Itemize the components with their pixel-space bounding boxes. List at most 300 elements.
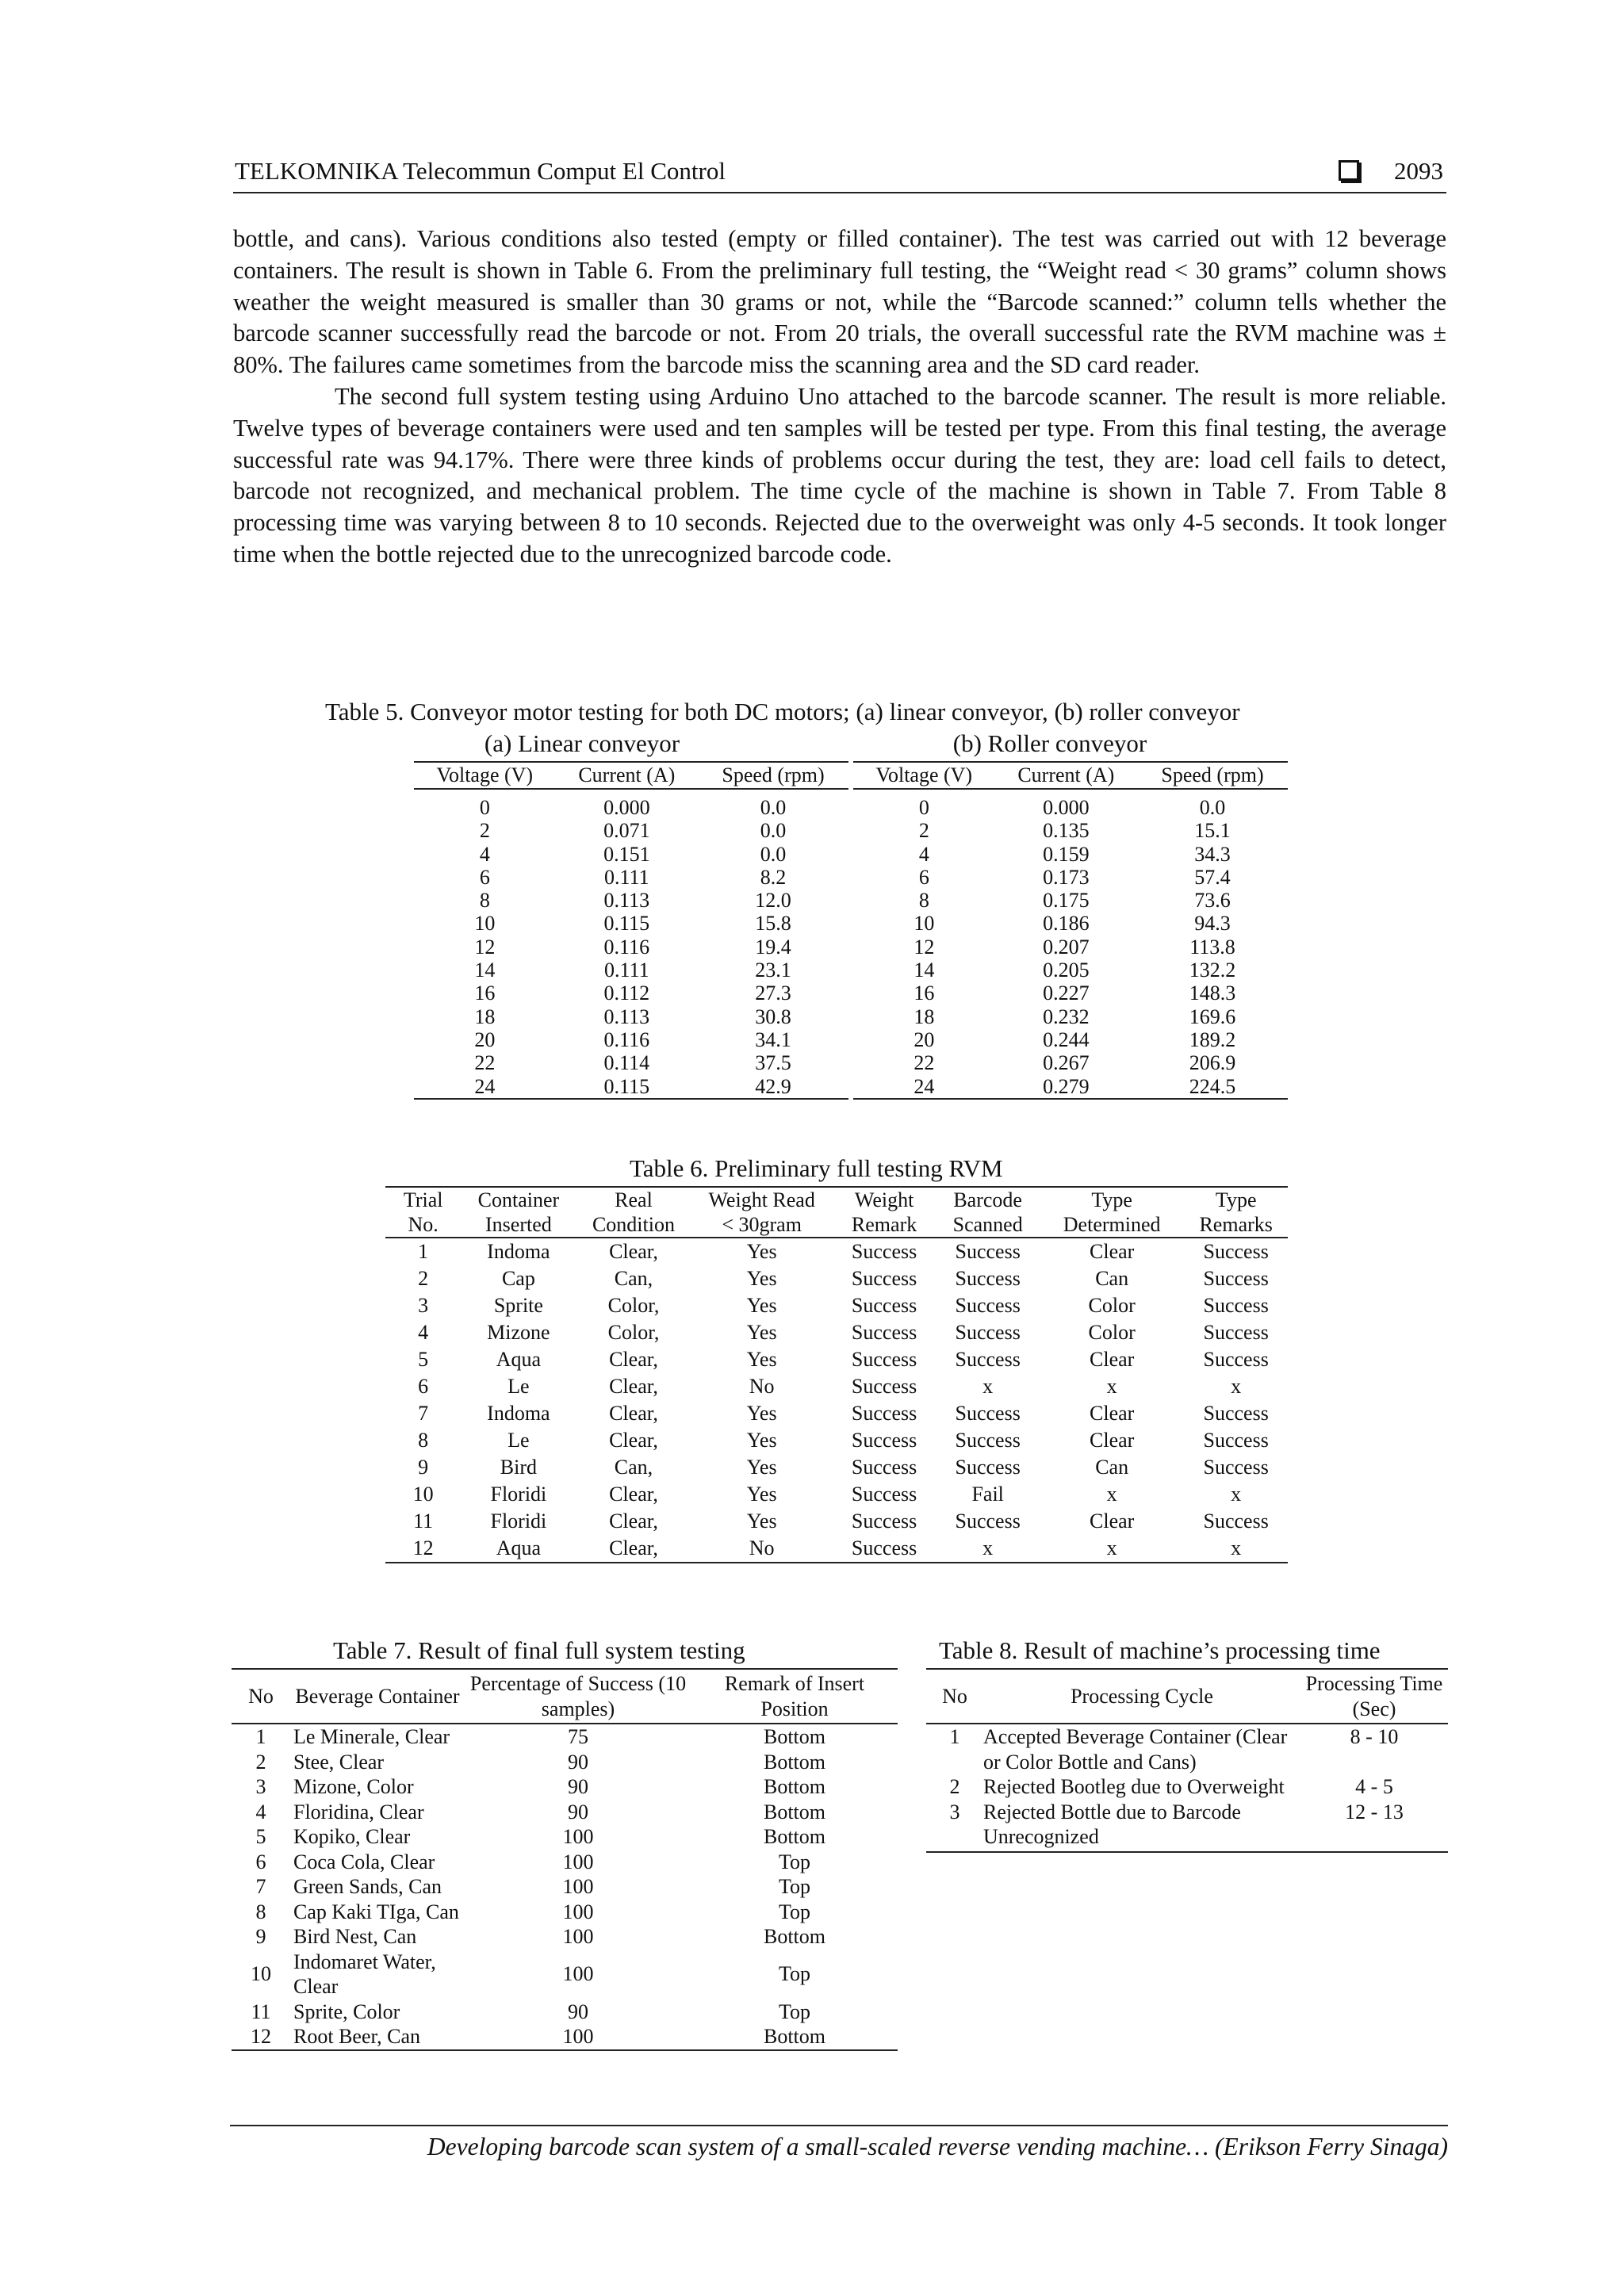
table-cell: 22 xyxy=(914,1051,935,1075)
column-header: < 30gram xyxy=(691,1212,833,1238)
table-row xyxy=(414,789,848,819)
body-text xyxy=(233,224,1446,571)
table-cell: 224.5 xyxy=(1137,1075,1288,1099)
table-cell: Floridina, Clear xyxy=(293,1800,424,1823)
table-cell: 0.111 xyxy=(604,865,649,889)
table-cell: 6 xyxy=(255,1850,266,1873)
column-header: No xyxy=(232,1669,290,1724)
table-cell: Color, xyxy=(607,1294,660,1317)
table-cell: 0.071 xyxy=(603,819,650,843)
table-cell: 9 xyxy=(418,1456,429,1479)
table-cell: Bottom xyxy=(763,1725,825,1748)
table-cell: Success xyxy=(955,1321,1021,1344)
table-cell: Success xyxy=(955,1402,1021,1425)
table-row xyxy=(853,936,1288,959)
table-cell: 42.9 xyxy=(698,1075,848,1099)
column-header: Current (A) xyxy=(995,762,1137,789)
table-cell: 4 - 5 xyxy=(1355,1775,1393,1798)
table-cell: x xyxy=(1106,1483,1117,1506)
table-cell: Mizone, Color xyxy=(293,1775,414,1798)
table-cell: 20 xyxy=(914,1027,935,1051)
table-cell: 14 xyxy=(914,959,935,982)
column-header: Inserted xyxy=(461,1212,576,1238)
table-cell: 0 xyxy=(918,796,929,819)
table-cell: Stee, Clear xyxy=(293,1750,385,1774)
running-header xyxy=(233,155,1446,193)
table-cell: 0.113 xyxy=(603,1004,650,1028)
table-cell: Bottom xyxy=(763,1800,825,1823)
table-row xyxy=(232,1999,898,2025)
column-header: Barcode xyxy=(936,1187,1040,1212)
table-cell: Clear, xyxy=(609,1402,658,1425)
table-cell: 0.000 xyxy=(603,796,650,819)
table-cell: 1 xyxy=(418,1240,429,1263)
table-row xyxy=(385,1373,1288,1400)
table-row xyxy=(385,1292,1288,1319)
table-cell: Clear xyxy=(1090,1402,1135,1425)
table-cell: 0.186 xyxy=(1043,912,1090,936)
table-cell: Clear xyxy=(1090,1429,1135,1452)
table-cell: 0.227 xyxy=(1043,982,1090,1005)
table-cell: Clear xyxy=(1090,1510,1135,1533)
table6 xyxy=(385,1186,1288,1563)
table-row xyxy=(414,1028,848,1051)
table-cell: Yes xyxy=(746,1240,777,1263)
table-row xyxy=(414,889,848,912)
table-cell: 0.205 xyxy=(1043,959,1090,982)
table5-linear xyxy=(414,761,848,1100)
table-cell: 0.0 xyxy=(760,796,787,819)
table-cell: 27.3 xyxy=(755,982,791,1005)
table-cell: x xyxy=(1106,1375,1117,1398)
table-cell: 3 xyxy=(926,1800,983,1852)
table-cell: 10 xyxy=(914,912,935,936)
table-cell: Success xyxy=(851,1429,917,1452)
table-row xyxy=(853,819,1288,842)
table-cell: 24 xyxy=(853,1075,995,1099)
table-cell: Yes xyxy=(746,1348,777,1371)
table-cell: Success xyxy=(851,1321,917,1344)
table-cell: 0.116 xyxy=(603,935,650,959)
table-cell: 19.4 xyxy=(755,935,791,959)
paragraph: The second full system testing using Arduino Uno attached to the barcode scanner. The result is more reliable. Twelve types of beverage containers were used and ten samples will be tested per type. From this final testing, the average successful rate was 94.17%. There were three kinds of problems occur during the test, they are: load cell fails to detect, barcode not recognized, and mechanical problem. The time cycle of the machine is shown in Table 7. From Table 8 processing time was varying between 8 to 10 seconds. Rejected due to the overweight was only 4-5 seconds. It took longer time when the bottle rejected due to the unrecognized barcode code. xyxy=(233,382,1446,568)
page-number: 2093 xyxy=(1394,157,1443,185)
table-cell: 24 xyxy=(414,1075,556,1099)
table-cell: x xyxy=(1040,1535,1184,1563)
column-header: Real xyxy=(576,1187,691,1212)
table-cell: Top xyxy=(778,1900,811,1923)
table-cell: Floridi xyxy=(490,1483,547,1506)
table-cell: Yes xyxy=(746,1429,777,1452)
table-cell: Yes xyxy=(746,1483,777,1506)
table-cell: 34.1 xyxy=(755,1027,791,1051)
table-row xyxy=(414,936,848,959)
table-row xyxy=(414,912,848,935)
table-row xyxy=(385,1265,1288,1292)
table-row xyxy=(414,1075,848,1099)
table-row xyxy=(232,1774,898,1800)
table-cell: 15.8 xyxy=(755,912,791,936)
table-cell: 189.2 xyxy=(1189,1027,1236,1051)
table-cell: x xyxy=(1184,1535,1288,1563)
table-cell: 11 xyxy=(413,1510,434,1533)
table-cell: 5 xyxy=(418,1348,429,1371)
table-row xyxy=(853,789,1288,819)
table-header-row xyxy=(232,1669,898,1724)
column-header: Trial xyxy=(385,1187,461,1212)
table-cell: Can xyxy=(1095,1456,1129,1479)
column-header: Speed (rpm) xyxy=(698,762,848,789)
table-cell: 7 xyxy=(418,1402,429,1425)
table-cell: Bird Nest, Can xyxy=(293,1925,417,1948)
square-bullet-icon xyxy=(1339,160,1359,181)
table-cell: Kopiko, Clear xyxy=(293,1825,411,1848)
table-cell: x xyxy=(936,1535,1040,1563)
column-header: Condition xyxy=(576,1212,691,1238)
table-cell: Success xyxy=(851,1294,917,1317)
table-header-row xyxy=(385,1187,1288,1212)
table-row xyxy=(232,1900,898,1925)
table-cell: Success xyxy=(1203,1321,1269,1344)
footer-rule xyxy=(230,2125,1448,2126)
table-cell: Success xyxy=(955,1267,1021,1290)
table-cell: Clear, xyxy=(609,1429,658,1452)
table-cell: 0.114 xyxy=(603,1051,650,1075)
table-row xyxy=(232,1850,898,1875)
table-cell: Color, xyxy=(607,1321,660,1344)
table-cell: Yes xyxy=(746,1402,777,1425)
table-cell: Success xyxy=(1203,1240,1269,1263)
table-cell: Can xyxy=(1095,1267,1129,1290)
table-cell: 4 xyxy=(418,1321,429,1344)
table-cell: Rejected Bootleg due to Overweight xyxy=(983,1775,1285,1798)
table-cell: Bottom xyxy=(763,1775,825,1798)
table-cell: 7 xyxy=(255,1875,266,1898)
table-cell: Clear, xyxy=(609,1483,658,1506)
table-cell: 20 xyxy=(474,1027,496,1051)
table-cell: Success xyxy=(955,1510,1021,1533)
column-header: Remarks xyxy=(1184,1212,1288,1238)
table-cell: Bottom xyxy=(763,1750,825,1774)
table-cell: Yes xyxy=(746,1294,777,1317)
table-cell: Clear xyxy=(1090,1240,1135,1263)
table-cell: 18 xyxy=(914,1004,935,1028)
table-row xyxy=(385,1535,1288,1563)
table-cell: Indomaret Water, Clear xyxy=(293,1950,436,1998)
table-cell: Success xyxy=(955,1348,1021,1371)
table-cell: 0.0 xyxy=(760,819,787,843)
table-cell: Accepted Beverage Container (Clear or Color Bottle and Cans) xyxy=(983,1725,1288,1774)
table-row xyxy=(232,1824,898,1850)
table-cell: 0.115 xyxy=(603,912,650,936)
table-cell: Can, xyxy=(614,1267,653,1290)
table-cell: 90 xyxy=(568,1999,588,2023)
table-cell: 4 xyxy=(255,1800,266,1823)
table-cell: Success xyxy=(851,1510,917,1533)
table-row xyxy=(853,912,1288,935)
table-cell: Aqua xyxy=(496,1348,542,1371)
table-row xyxy=(853,1005,1288,1028)
table7-caption: Table 7. Result of final full system testing xyxy=(333,1636,745,1664)
table-row xyxy=(385,1454,1288,1481)
table-cell: 12 xyxy=(232,2024,290,2050)
table-cell: 100 xyxy=(562,1875,594,1898)
table-cell: Success xyxy=(851,1240,917,1263)
table-cell: Aqua xyxy=(461,1535,576,1563)
column-header: Processing Time (Sec) xyxy=(1300,1669,1448,1724)
table-cell: Success xyxy=(1203,1456,1269,1479)
table-row xyxy=(232,2024,898,2050)
column-header: No. xyxy=(385,1212,461,1238)
table-cell: 3 xyxy=(255,1775,266,1798)
table-cell: 0.135 xyxy=(1043,819,1090,843)
table-cell: x xyxy=(1231,1483,1242,1506)
table-cell: 10 xyxy=(412,1483,434,1506)
column-header: No xyxy=(926,1669,983,1724)
table-cell: Indoma xyxy=(487,1240,550,1263)
table-cell: Top xyxy=(778,1850,811,1873)
table-cell: 0.115 xyxy=(556,1075,698,1099)
table-header-row xyxy=(385,1212,1288,1238)
table-row xyxy=(232,1800,898,1825)
table-cell: 100 xyxy=(562,1925,594,1948)
table-cell: Coca Cola, Clear xyxy=(293,1850,435,1873)
table-row xyxy=(853,1051,1288,1074)
table-cell: Success xyxy=(851,1375,917,1398)
column-header: Determined xyxy=(1040,1212,1184,1238)
table-row xyxy=(853,866,1288,889)
table-row xyxy=(385,1346,1288,1373)
table-cell: Success xyxy=(851,1348,917,1371)
table-cell: 90 xyxy=(568,1775,588,1798)
table8-caption: Table 8. Result of machine’s processing time xyxy=(939,1636,1381,1664)
table-cell: Le xyxy=(508,1429,530,1452)
table-header-row xyxy=(926,1669,1448,1724)
table-cell: 6 xyxy=(918,865,929,889)
table-row xyxy=(853,889,1288,912)
table-cell: 0.0 xyxy=(760,842,787,866)
table-row xyxy=(926,1774,1448,1800)
column-header: Current (A) xyxy=(556,762,698,789)
table-cell: 8 xyxy=(255,1900,266,1923)
paragraph: bottle, and cans). Various conditions also tested (empty or filled container). The test was carried out with 12 beverage containers. The result is shown in Table 6. From the preliminary full testing, the “Weight read < 30 grams” column shows weather the weight measured is smaller than 30 grams or not, while the “Barcode scanned:” column tells whether the barcode scanner successfully read the barcode or not. From 20 trials, the overall successful rate the RVM machine was ± 80%. The failures came sometimes from the barcode miss the scanning area and the SD card reader. xyxy=(233,225,1446,379)
table-cell: Clear, xyxy=(609,1240,658,1263)
column-header: Type xyxy=(1040,1187,1184,1212)
column-header: Weight xyxy=(833,1187,936,1212)
table-cell: Sprite, Color xyxy=(293,1999,400,2023)
table-row xyxy=(385,1238,1288,1265)
table-cell: 2 xyxy=(418,1267,429,1290)
column-header: Remark xyxy=(833,1212,936,1238)
table-row xyxy=(232,1924,898,1950)
table-cell: 100 xyxy=(562,1962,594,1986)
table-cell: 12 xyxy=(474,935,496,959)
table5a-subcaption: (a) Linear conveyor xyxy=(484,729,680,757)
table-row xyxy=(414,866,848,889)
table-cell: 8 xyxy=(918,889,929,913)
table-cell: 94.3 xyxy=(1194,912,1231,936)
table-cell: 34.3 xyxy=(1194,842,1231,866)
table-cell: Yes xyxy=(746,1267,777,1290)
table-cell: Can, xyxy=(614,1456,653,1479)
table-cell: No xyxy=(691,1535,833,1563)
page-number-block xyxy=(1339,157,1443,186)
table-cell: 16 xyxy=(914,982,935,1005)
table-cell: No xyxy=(749,1375,775,1398)
table-row xyxy=(853,1028,1288,1051)
table-row xyxy=(414,819,848,842)
table-cell: 30.8 xyxy=(755,1004,791,1028)
table-cell: 0.116 xyxy=(603,1027,650,1051)
table-cell: 23.1 xyxy=(755,959,791,982)
table-cell: 0.232 xyxy=(1043,1004,1090,1028)
table-cell: Success xyxy=(851,1402,917,1425)
table-cell: 2 xyxy=(479,819,490,843)
table5-caption: Table 5. Conveyor motor testing for both DC motors; (a) linear conveyor, (b) roller conveyor xyxy=(325,698,1240,725)
table-cell: 4 xyxy=(918,842,929,866)
table-cell: Clear, xyxy=(609,1348,658,1371)
table-cell: Success xyxy=(1203,1348,1269,1371)
table-row xyxy=(232,1724,898,1750)
table-row xyxy=(414,982,848,1004)
table-cell: 12 xyxy=(385,1535,461,1563)
table-cell: 1 xyxy=(949,1725,960,1748)
table-cell: Success xyxy=(851,1483,917,1506)
table-cell: Success xyxy=(955,1240,1021,1263)
table-cell: Cap xyxy=(501,1267,535,1290)
table-cell: Color xyxy=(1088,1294,1136,1317)
table-cell: Cap Kaki TIga, Can xyxy=(293,1900,459,1923)
table-cell: 0.0 xyxy=(1199,796,1226,819)
table-cell: Success xyxy=(1203,1402,1269,1425)
table-cell: 37.5 xyxy=(755,1051,791,1075)
journal-title: TELKOMNIKA Telecommun Comput El Control xyxy=(235,157,726,185)
table-cell: x xyxy=(1231,1375,1242,1398)
table-cell: 73.6 xyxy=(1194,889,1231,913)
table-row xyxy=(853,959,1288,982)
table-cell: 18 xyxy=(474,1004,496,1028)
table-cell: 9 xyxy=(255,1925,266,1948)
table-cell: Success xyxy=(955,1294,1021,1317)
table-cell: 0.267 xyxy=(1043,1051,1090,1075)
table-cell: 0.111 xyxy=(604,959,649,982)
table-cell: 57.4 xyxy=(1194,865,1231,889)
table-cell: Clear xyxy=(1090,1348,1135,1371)
table-cell: Success xyxy=(833,1535,936,1563)
table-cell: 8.2 xyxy=(760,865,787,889)
table-cell: 8 - 10 xyxy=(1350,1725,1399,1748)
column-header: Voltage (V) xyxy=(414,762,556,789)
table-row xyxy=(232,1750,898,1775)
table-cell: Indoma xyxy=(487,1402,550,1425)
table-cell: Success xyxy=(1203,1510,1269,1533)
table-cell: Bottom xyxy=(763,1925,825,1948)
table-cell: 6 xyxy=(479,865,490,889)
table-cell: 2 xyxy=(918,819,929,843)
table-cell: Success xyxy=(851,1267,917,1290)
table-cell: 206.9 xyxy=(1189,1051,1236,1075)
table-cell: 0.000 xyxy=(1043,796,1090,819)
table-cell: 90 xyxy=(568,1800,588,1823)
table-row xyxy=(385,1427,1288,1454)
table-cell: 0.175 xyxy=(1043,889,1090,913)
table-row xyxy=(232,1950,898,1999)
table-cell: 12 - 13 xyxy=(1300,1800,1448,1852)
table-row xyxy=(385,1319,1288,1346)
table-cell: 12 xyxy=(914,935,935,959)
table-cell: 0.159 xyxy=(1043,842,1090,866)
table-cell: 0.113 xyxy=(603,889,650,913)
table-cell: 0.151 xyxy=(603,842,650,866)
column-header: Beverage Container xyxy=(290,1669,465,1724)
table-cell: 1 xyxy=(255,1725,266,1748)
table-cell: 100 xyxy=(465,2024,691,2050)
table5b-subcaption: (b) Roller conveyor xyxy=(952,729,1147,757)
table-cell: 0.244 xyxy=(1043,1027,1090,1051)
table-header-row xyxy=(414,762,848,789)
column-header: Remark of Insert Position xyxy=(691,1669,898,1724)
table-cell: Bird xyxy=(500,1456,537,1479)
table-cell: 22 xyxy=(474,1051,496,1075)
table-cell: 0.173 xyxy=(1043,865,1090,889)
table-cell: Top xyxy=(778,1962,811,1986)
table-row xyxy=(926,1724,1448,1774)
table-cell: Clear, xyxy=(609,1510,658,1533)
table-cell: Top xyxy=(778,1875,811,1898)
column-header: Type xyxy=(1184,1187,1288,1212)
table-cell: 0 xyxy=(479,796,490,819)
table-cell: 75 xyxy=(568,1725,588,1748)
table-cell: Rejected Bottle due to Barcode Unrecognized xyxy=(983,1800,1300,1852)
table-cell: 148.3 xyxy=(1189,982,1236,1005)
table-cell: 6 xyxy=(418,1375,429,1398)
table-cell: 15.1 xyxy=(1194,819,1231,843)
table-cell: Color xyxy=(1088,1321,1136,1344)
table-cell: 14 xyxy=(474,959,496,982)
table-cell: 100 xyxy=(562,1900,594,1923)
table-cell: 3 xyxy=(418,1294,429,1317)
table-cell: 2 xyxy=(949,1775,960,1798)
table-cell: Success xyxy=(1203,1294,1269,1317)
table-cell: 4 xyxy=(479,842,490,866)
table-cell: 0.112 xyxy=(603,982,650,1005)
column-header: Percentage of Success (10 samples) xyxy=(465,1669,691,1724)
table-cell: Yes xyxy=(746,1456,777,1479)
table-row xyxy=(385,1508,1288,1535)
table-cell: x xyxy=(982,1375,994,1398)
table-cell: Bottom xyxy=(763,1825,825,1848)
table-cell: 100 xyxy=(562,1825,594,1848)
table-row xyxy=(414,843,848,866)
table-cell: 0.207 xyxy=(1043,935,1090,959)
table6-caption: Table 6. Preliminary full testing RVM xyxy=(630,1154,1003,1182)
table-row xyxy=(414,1005,848,1028)
table-cell: 8 xyxy=(479,889,490,913)
table-cell: 2 xyxy=(255,1750,266,1774)
table-cell: Clear, xyxy=(576,1535,691,1563)
table-cell: 10 xyxy=(251,1962,271,1986)
table-cell: Yes xyxy=(746,1510,777,1533)
table-row xyxy=(853,843,1288,866)
table-cell: Root Beer, Can xyxy=(290,2024,465,2050)
column-header: Weight Read xyxy=(691,1187,833,1212)
table-cell: 12.0 xyxy=(755,889,791,913)
table-cell: Bottom xyxy=(691,2024,898,2050)
running-footer: Developing barcode scan system of a small-scaled reverse vending machine… (Erikson Ferry Sinaga) xyxy=(427,2133,1448,2160)
column-header: Speed (rpm) xyxy=(1137,762,1288,789)
table-cell: 8 xyxy=(418,1429,429,1452)
table-row xyxy=(385,1481,1288,1508)
